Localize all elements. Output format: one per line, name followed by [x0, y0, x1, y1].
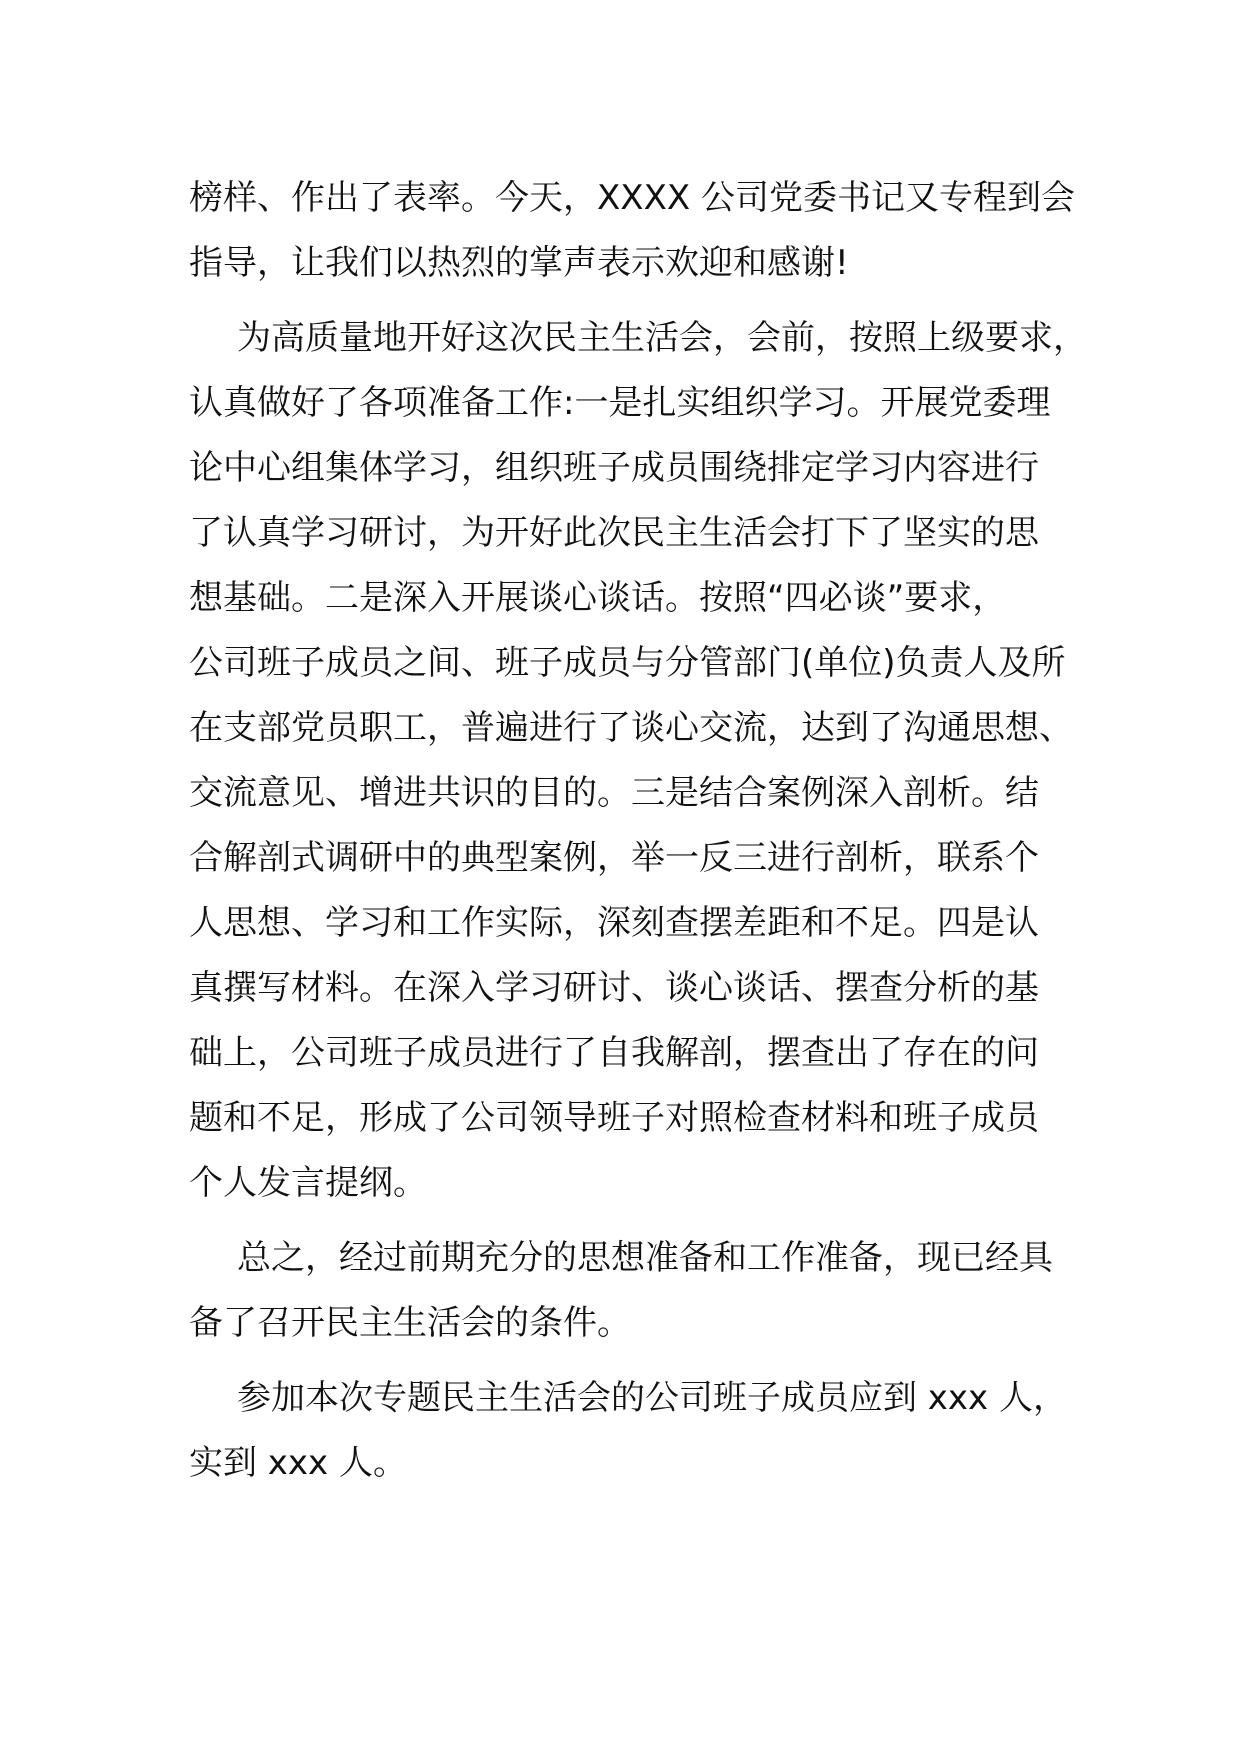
paragraph-preparation: [189, 306, 1087, 1216]
text-line: 人思想、学习和工作实际，深刻查摆差距和不足。四是认: [189, 903, 1039, 943]
text-line: 了认真学习研讨，为开好此次民主生活会打下了坚实的思: [189, 513, 1039, 553]
text-line: 在支部党员职工，普遍进行了谈心交流，达到了沟通思想、: [189, 708, 1073, 748]
text-line: 公司班子成员之间、班子成员与分管部门(单位)负责人及所: [189, 643, 1066, 683]
text-line: 想基础。二是深入开展谈心谈话。按照“四必谈”要求，: [189, 578, 1007, 618]
document-body: [189, 166, 1087, 1496]
text-line: 真撰写材料。在深入学习研讨、谈心谈话、摆查分析的基: [189, 968, 1039, 1008]
text-line: 交流意见、增进共识的目的。三是结合案例深入剖析。结: [189, 773, 1039, 813]
paragraph-summary: [189, 1226, 1069, 1356]
text-line: 为高质量地开好这次民主生活会，会前，按照上级要求，: [237, 318, 1087, 358]
text-line: 合解剖式调研中的典型案例，举一反三进行剖析，联系个: [189, 838, 1039, 878]
text-line: 认真做好了各项准备工作:一是扎实组织学习。开展党委理: [189, 383, 1051, 423]
text-line: 础上，公司班子成员进行了自我解剖，摆查出了存在的问: [189, 1033, 1039, 1073]
text-line: 个人发言提纲。: [189, 1163, 427, 1203]
text-line: 参加本次专题民主生活会的公司班子成员应到 xxx 人，: [237, 1378, 1067, 1418]
paragraph-continuation: [189, 166, 1075, 296]
text-line: 题和不足，形成了公司领导班子对照检查材料和班子成员: [189, 1098, 1039, 1138]
text-line: 总之，经过前期充分的思想准备和工作准备，现已经具: [237, 1238, 1053, 1278]
text-line: 备了召开民主生活会的条件。: [189, 1303, 631, 1343]
paragraph-attendance: [189, 1366, 1069, 1496]
text-line: 指导，让我们以热烈的掌声表示欢迎和感谢!: [189, 243, 849, 283]
text-line: 论中心组集体学习，组织班子成员围绕排定学习内容进行: [189, 448, 1039, 488]
text-line: 实到 xxx 人。: [189, 1443, 407, 1483]
text-line: 榜样、作出了表率。今天，XXXX 公司党委书记又专程到会: [189, 178, 1075, 218]
